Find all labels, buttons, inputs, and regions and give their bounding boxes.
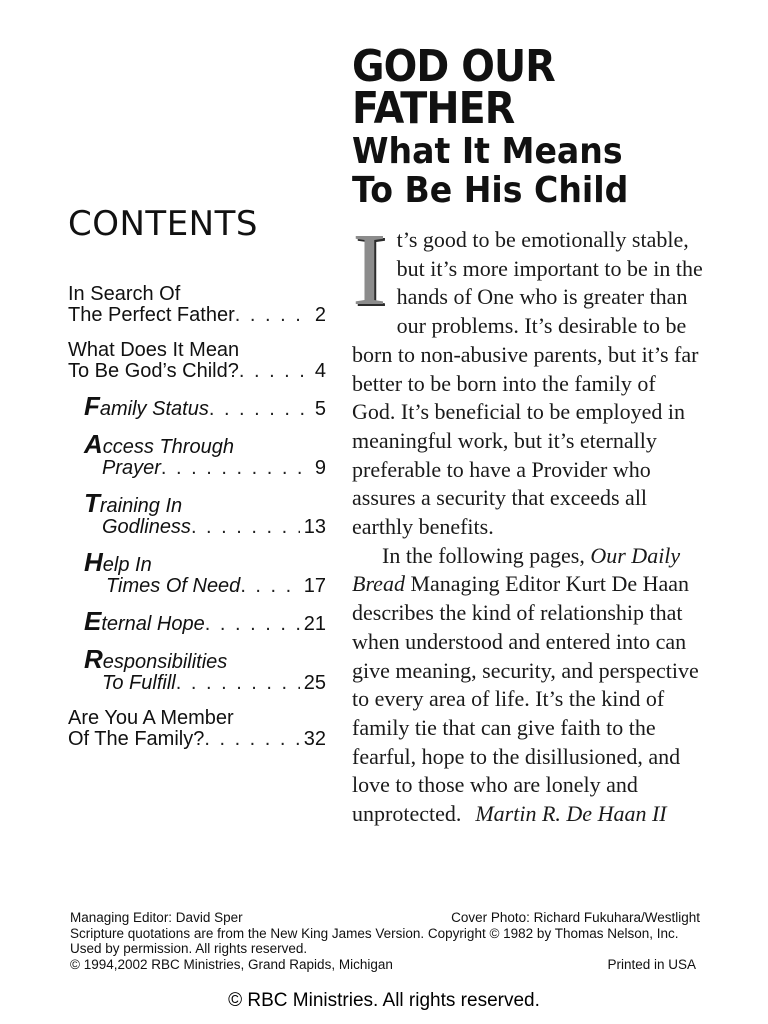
intro-paragraph-2	[352, 542, 704, 829]
contents-heading: CONTENTS	[68, 204, 258, 244]
toc-initial: A	[84, 429, 103, 459]
subtitle-line-2: To Be His Child	[352, 170, 629, 211]
title-block	[352, 41, 752, 211]
toc-leader	[176, 673, 300, 694]
toc-initial: R	[84, 644, 103, 674]
toc-sub-entry[interactable]	[68, 391, 326, 421]
title-line-2: FATHER	[352, 83, 515, 134]
toc-leader	[239, 361, 311, 382]
toc-sub-entry[interactable]	[68, 644, 326, 694]
toc-entry-title: The Perfect Father	[68, 304, 235, 326]
toc-initial: E	[84, 606, 102, 636]
toc-entry[interactable]	[68, 284, 326, 326]
toc-page-number: 13	[303, 516, 326, 538]
author-signature: Martin R. De Haan II	[475, 801, 667, 827]
toc-leader	[204, 729, 299, 750]
toc-page-number: 25	[303, 672, 326, 694]
subtitle-line-1: What It Means	[352, 131, 623, 172]
toc-page-number: 32	[303, 728, 326, 750]
toc-leader	[240, 576, 299, 597]
toc-initial: T	[84, 488, 100, 518]
intro-p2-rest: Managing Editor Kurt De Haan describes the kind of relationship that when understood and entered into can give meaning, security, and perspective to every area of life. It’s the kind of family tie that can give faith to the fearful, hope to the disillusioned, and love to those who are lonely and unprotected.	[352, 571, 699, 827]
credits-row	[70, 910, 700, 926]
toc-leader	[209, 399, 311, 420]
toc-initial: F	[84, 391, 100, 421]
toc-sub-entry[interactable]	[68, 429, 326, 479]
toc-leader	[191, 517, 300, 538]
toc-entry-line1: What Does It Mean	[68, 339, 240, 361]
toc-sub-title: ternal Hope	[101, 613, 205, 635]
intro-paragraph-1-text: t’s good to be emotionally stable, but it’s more important to be in the hands of One who is greater than our problems. It’s desirable to be born to non-abusive parents, but it’s far better to be born into the family of God. It’s beneficial to be employed in meaningful work, but it’s eternally preferable to have a Provider who assures a security that exceeds all earthly benefits.	[352, 227, 703, 540]
toc-sub-title: amily Status	[99, 398, 209, 420]
toc-sub-title: raining In	[99, 495, 183, 517]
toc-entry[interactable]	[68, 340, 326, 382]
managing-editor-credit: Managing Editor: David Sper	[70, 910, 243, 925]
toc-page-number: 4	[314, 360, 326, 382]
toc-sub-title-line2: Prayer	[102, 457, 161, 479]
booklet-subtitle	[352, 132, 720, 210]
toc-page-number: 17	[303, 575, 326, 597]
booklet-title	[352, 41, 712, 134]
credits-row	[70, 957, 700, 973]
toc-entry-title: To Be God’s Child?	[68, 360, 239, 382]
toc-sub-title-line2: Godliness	[102, 516, 191, 538]
table-of-contents	[68, 284, 326, 764]
toc-sub-title: esponsibilities	[102, 651, 228, 673]
intro-text	[352, 212, 704, 829]
toc-leader	[161, 458, 311, 479]
credits	[70, 910, 700, 972]
footer-copyright-notice: © RBC Ministries. All rights reserved.	[228, 990, 540, 1011]
toc-sub-title: elp In	[102, 554, 152, 576]
toc-page-number: 2	[314, 304, 326, 326]
toc-entry[interactable]	[68, 708, 326, 750]
toc-sub-entry[interactable]	[68, 488, 326, 538]
toc-leader	[235, 305, 311, 326]
toc-sub-entry[interactable]	[68, 606, 326, 636]
toc-sub-entry[interactable]	[68, 547, 326, 597]
toc-page-number: 9	[314, 457, 326, 479]
toc-sub-title: ccess Through	[102, 436, 234, 458]
cover-photo-credit: Cover Photo: Richard Fukuhara/Westlight	[451, 910, 700, 925]
toc-sub-title-line2: To Fulfill	[102, 672, 176, 694]
intro-paragraph-1	[352, 212, 704, 542]
toc-leader	[205, 614, 300, 635]
toc-sub-title-line2: Times Of Need	[106, 575, 241, 597]
title-line-1: GOD OUR	[352, 41, 555, 92]
toc-entry-line1: Are You A Member	[68, 707, 234, 729]
drop-cap: I	[352, 212, 387, 327]
publication-name: Our Daily Bread	[352, 542, 681, 597]
printed-in: Printed in USA	[607, 956, 696, 972]
copyright-line: © 1994,2002 RBC Ministries, Grand Rapids, Michigan	[70, 956, 393, 972]
intro-p2-start: In the following pages,	[382, 542, 591, 568]
toc-page-number: 5	[314, 398, 326, 420]
toc-entry-title: Of The Family?	[68, 728, 205, 750]
toc-page-number: 21	[303, 613, 326, 635]
scripture-notice: Scripture quotations are from the New King James Version. Copyright © 1982 by Thomas Nelson, Inc. Used by permission. All rights reserved.	[70, 925, 679, 956]
toc-initial: H	[84, 547, 103, 577]
toc-entry-line1: In Search Of	[68, 283, 181, 305]
